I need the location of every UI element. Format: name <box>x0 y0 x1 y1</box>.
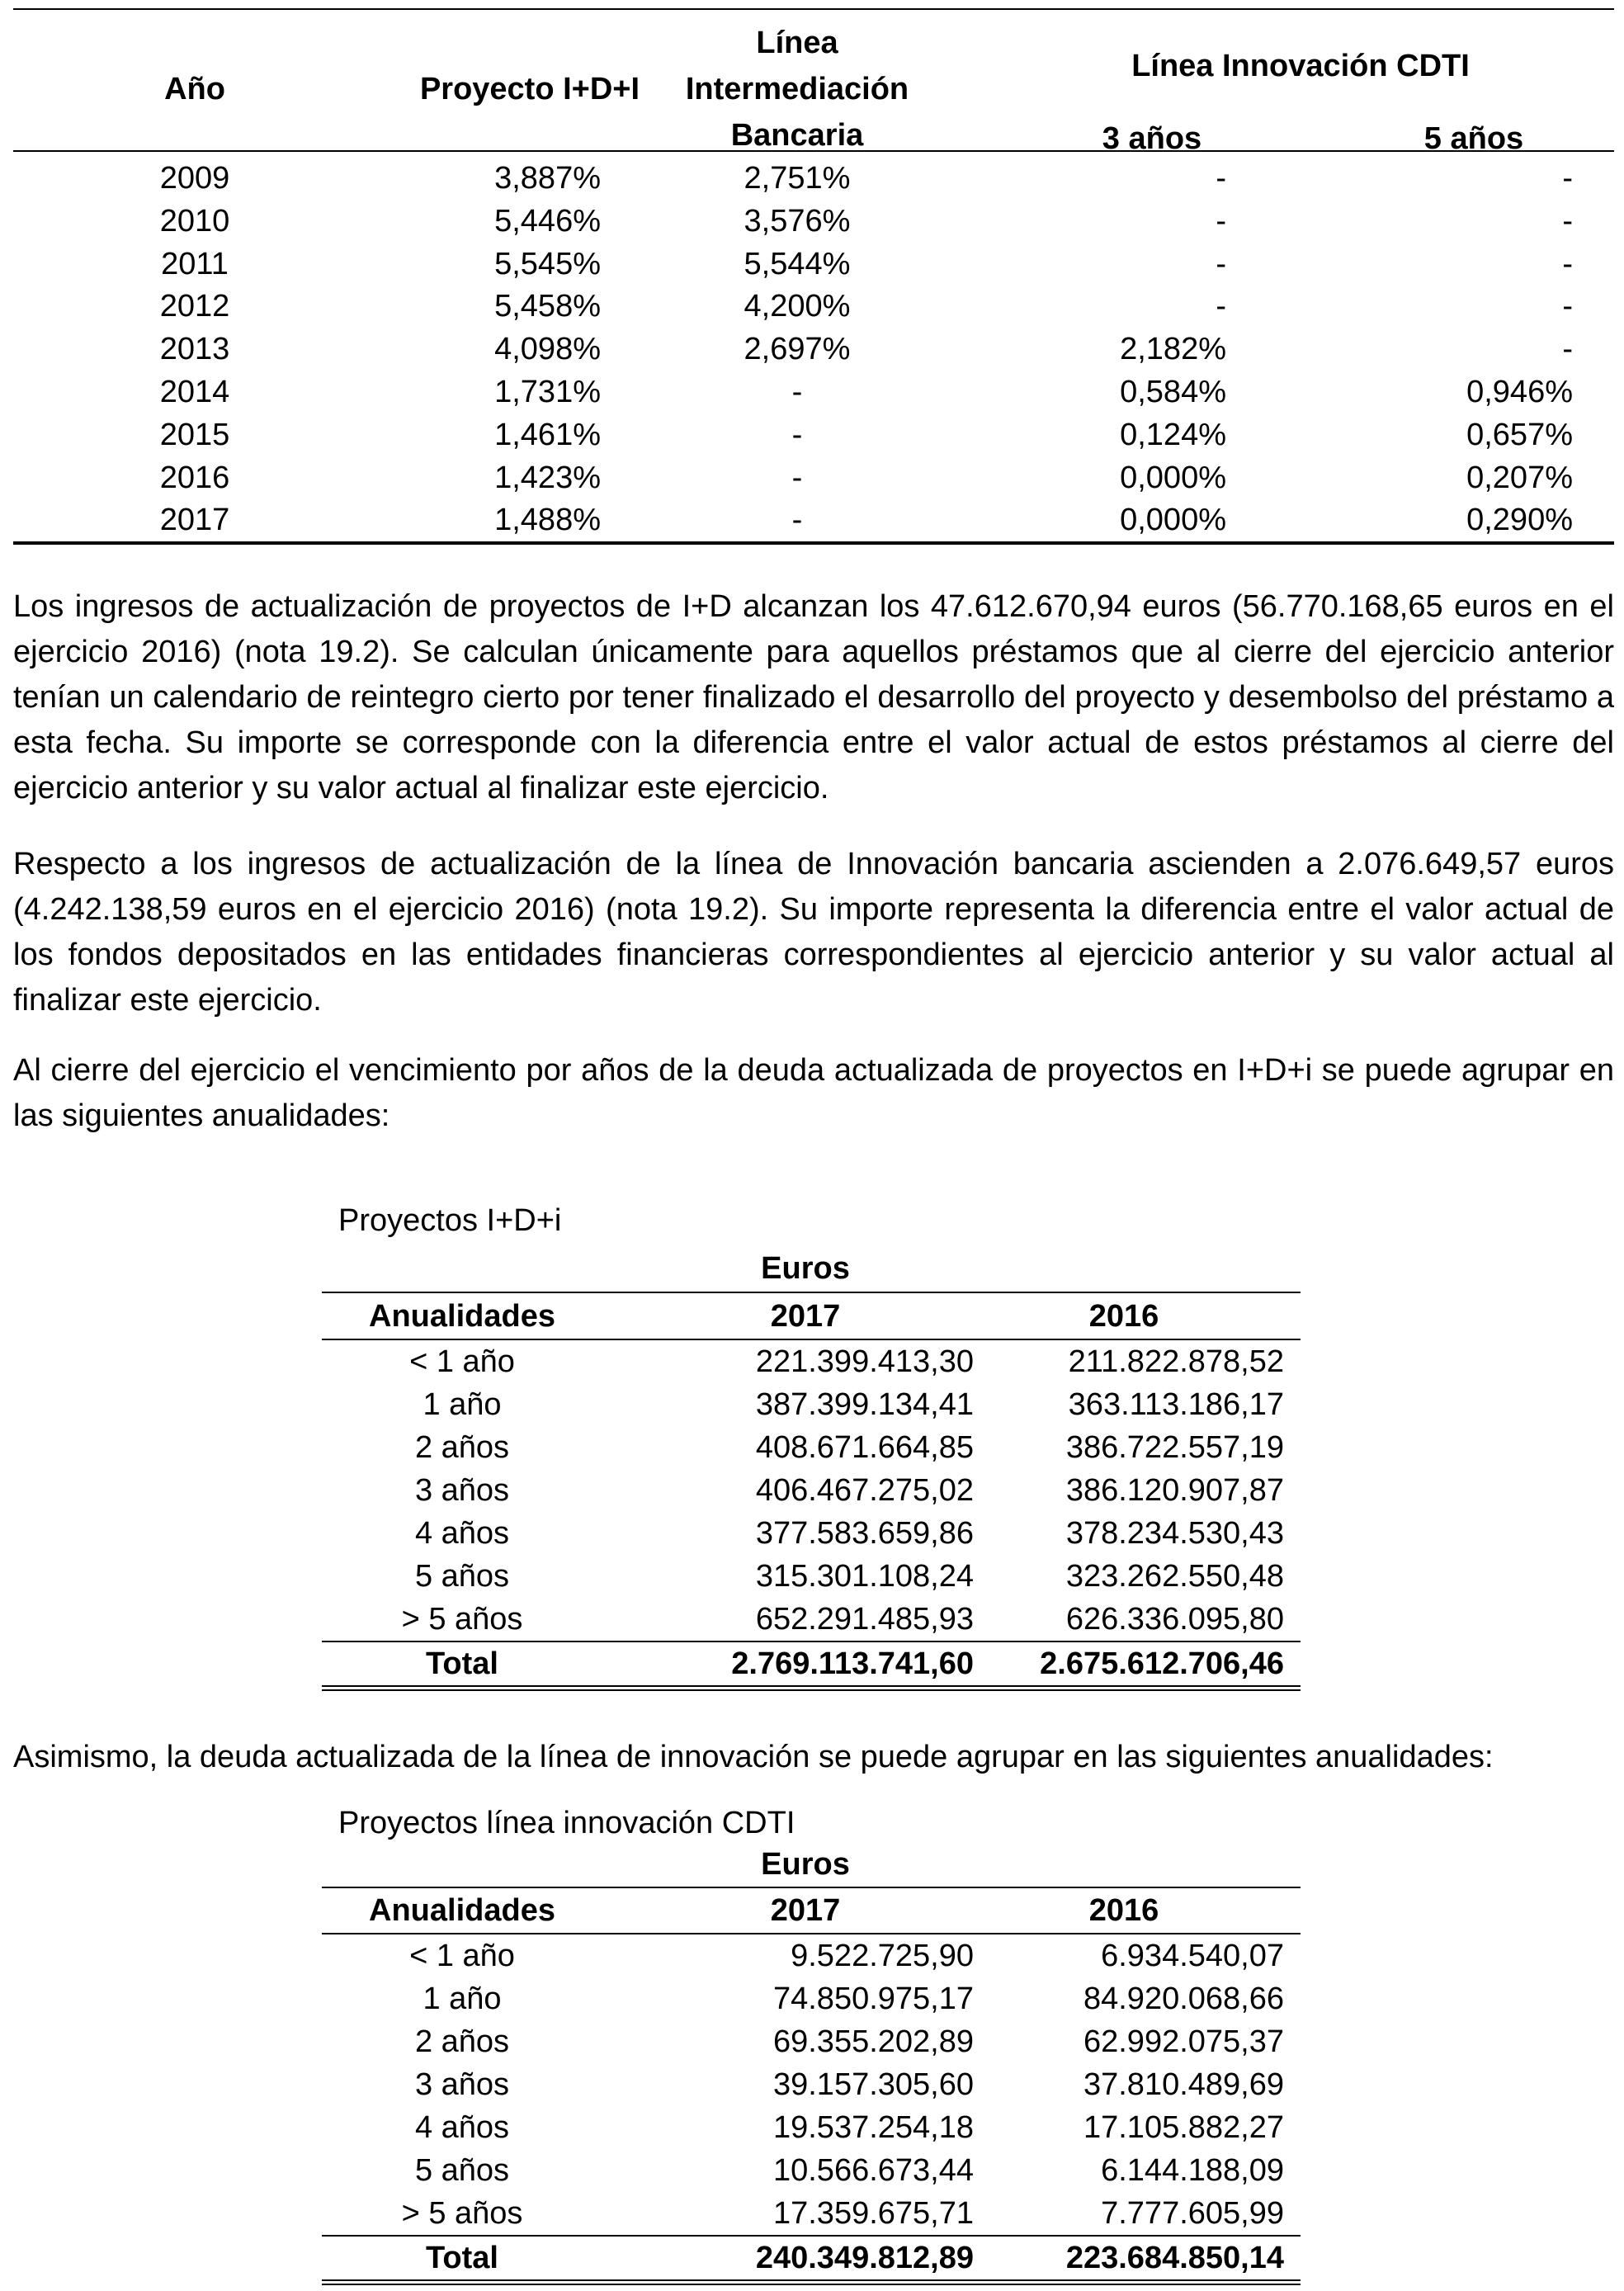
cell-2017: 652.291.485,93 <box>755 1602 974 1637</box>
cell-2017: 377.583.659,86 <box>755 1516 974 1551</box>
header-anualidades: Anualidades <box>369 1299 555 1334</box>
table-caption: Proyectos I+D+i <box>338 1203 562 1238</box>
table-row <box>13 498 1614 541</box>
cell-intermediacion: - <box>791 375 803 409</box>
total-label: Total <box>426 2241 498 2275</box>
cell-2017: 17.359.675,71 <box>772 2196 974 2231</box>
table-top-rule <box>13 8 1614 10</box>
cell-proyecto: 1,488% <box>494 503 601 538</box>
cell-innovacion-3: - <box>1216 289 1226 324</box>
header-year: Año <box>164 72 225 106</box>
cell-innovacion-3: 0,000% <box>1120 503 1226 538</box>
cell-proyecto: 5,545% <box>494 246 601 281</box>
total-double-rule <box>322 2279 1301 2285</box>
table-caption: Proyectos línea innovación CDTI <box>338 1806 795 1840</box>
column-headers <box>322 1294 1301 1339</box>
total-row <box>322 2237 1301 2279</box>
cell-proyecto: 1,731% <box>494 375 601 409</box>
cell-intermediacion: 3,576% <box>744 203 851 239</box>
cell-2017: 408.671.664,85 <box>755 1430 974 1465</box>
cell-innovacion-3: - <box>1216 203 1226 239</box>
euros-header: Euros <box>761 1251 850 1286</box>
cell-anualidad: 5 años <box>414 1559 510 1594</box>
table-row <box>13 243 1614 286</box>
cell-year: 2009 <box>159 161 230 196</box>
cell-intermediacion: - <box>791 417 803 452</box>
table-row <box>322 2149 1301 2192</box>
cell-innovacion-5: - <box>1562 161 1573 196</box>
paragraph-vencimiento: Al cierre del ejercicio el vencimiento por años de la deuda actualizada de proyectos en I+D+i se puede agrupar en las siguientes anualidades: <box>13 1053 1614 1133</box>
cell-innovacion-3: - <box>1216 161 1226 196</box>
cell-anualidad: > 5 años <box>401 2196 523 2231</box>
cell-2017: 69.355.202,89 <box>772 2024 974 2059</box>
table-row <box>322 1469 1301 1512</box>
header-5-anos: 5 años <box>1423 121 1524 156</box>
cell-2016: 386.120.907,87 <box>1065 1473 1284 1508</box>
cell-2016: 378.234.530,43 <box>1065 1516 1284 1551</box>
total-2016: 2.675.612.706,46 <box>1040 1646 1284 1681</box>
euros-header: Euros <box>761 1847 850 1882</box>
table-row <box>322 1426 1301 1469</box>
table-row <box>13 200 1614 243</box>
cell-innovacion-3: 0,584% <box>1120 375 1226 409</box>
total-double-rule <box>322 1685 1301 1691</box>
cell-anualidad: 1 año <box>423 1982 502 2016</box>
total-2017: 2.769.113.741,60 <box>731 1646 974 1681</box>
cell-innovacion-5: 0,207% <box>1466 460 1573 495</box>
cell-intermediacion: 4,200% <box>744 289 851 324</box>
cell-year: 2010 <box>159 203 230 239</box>
table-row <box>13 157 1614 200</box>
table-row <box>322 2192 1301 2235</box>
cell-innovacion-5: 0,657% <box>1466 417 1573 452</box>
cell-innovacion-3: 2,182% <box>1120 332 1226 367</box>
header-linea-innovacion: Línea Innovación CDTI <box>1131 49 1470 83</box>
cell-2017: 19.537.254,18 <box>772 2110 974 2145</box>
cell-2016: 6.144.188,09 <box>1101 2153 1284 2188</box>
table-row <box>13 328 1614 371</box>
cell-2017: 39.157.305,60 <box>772 2067 974 2102</box>
paragraph-ingresos-id: Los ingresos de actualización de proyectos de I+D alcanzan los 47.612.670,94 euros (56.770.168,65 euros en el ejercicio 2016) (nota 19.2). Se calculan únicamente para aquellos préstamos que al cierre del ejercicio anterior tenían un calendario de reintegro cierto por tener finalizado el desarrollo del proyecto y desembolso del préstamo a esta fecha. Su importe se corresponde con la diferencia entre el valor actual de estos préstamos al cierre del ejercicio anterior y su valor actual al finalizar este ejercicio. <box>13 589 1614 805</box>
table-row <box>13 371 1614 413</box>
cell-2016: 84.920.068,66 <box>1083 1982 1284 2016</box>
cell-year: 2012 <box>159 289 230 324</box>
cell-2017: 406.467.275,02 <box>755 1473 974 1508</box>
column-headers <box>322 1888 1301 1933</box>
cell-anualidad: < 1 año <box>409 1344 515 1379</box>
cell-innovacion-3: - <box>1216 246 1226 281</box>
cell-anualidad: 3 años <box>414 1473 510 1508</box>
cell-intermediacion: - <box>791 460 803 495</box>
cell-2017: 10.566.673,44 <box>772 2153 974 2188</box>
table-row <box>13 413 1614 456</box>
paragraph-ingresos-bancaria: Respecto a los ingresos de actualización de la línea de Innovación bancaria ascienden a 2.076.649,57 euros (4.242.138,59 euros en el ejercicio 2016) (nota 19.2). Su importe representa la diferencia entre el valor actual de los fondos depositados en las entidades financieras correspondientes al ejercicio anterior y su valor actual al finalizar este ejercicio. <box>13 847 1614 1018</box>
table-row <box>322 1340 1301 1383</box>
table-row <box>322 1977 1301 2020</box>
cell-innovacion-5: - <box>1562 289 1573 324</box>
cell-proyecto: 5,446% <box>494 203 601 239</box>
cell-2016: 211.822.878,52 <box>1068 1344 1284 1379</box>
table-row <box>322 2063 1301 2106</box>
cell-2016: 363.113.186,17 <box>1068 1387 1284 1422</box>
cell-2017: 221.399.413,30 <box>755 1344 974 1379</box>
cell-year: 2011 <box>161 246 229 281</box>
cell-proyecto: 1,461% <box>494 417 601 452</box>
cell-proyecto: 5,458% <box>494 289 601 324</box>
cell-anualidad: 2 años <box>414 1430 510 1465</box>
total-2017: 240.349.812,89 <box>755 2241 974 2275</box>
cell-year: 2013 <box>159 332 230 367</box>
cell-intermediacion: - <box>791 503 803 538</box>
cell-2016: 626.336.095,80 <box>1065 1602 1284 1637</box>
header-2017: 2017 <box>770 1299 841 1334</box>
total-label: Total <box>426 1646 498 1681</box>
table-row <box>322 1598 1301 1641</box>
table-row <box>322 2106 1301 2149</box>
cell-intermediacion: 2,751% <box>744 161 851 196</box>
cell-2016: 37.810.489,69 <box>1083 2067 1284 2102</box>
cell-2016: 6.934.540,07 <box>1101 1939 1284 1973</box>
table-row <box>13 456 1614 499</box>
header-linea-3: Bancaria <box>730 118 864 153</box>
table-row <box>322 1383 1301 1426</box>
cell-innovacion-5: - <box>1562 203 1573 239</box>
cell-proyecto: 3,887% <box>494 161 601 196</box>
cell-2016: 386.722.557,19 <box>1065 1430 1284 1465</box>
cell-innovacion-3: 0,124% <box>1120 417 1226 452</box>
cell-anualidad: 4 años <box>414 1516 510 1551</box>
cell-innovacion-3: 0,000% <box>1120 460 1226 495</box>
header-linea-2: Intermediación <box>685 72 909 106</box>
total-row <box>322 1642 1301 1685</box>
cell-2017: 74.850.975,17 <box>772 1982 974 2016</box>
header-3-anos: 3 años <box>1102 121 1202 156</box>
cell-intermediacion: 2,697% <box>744 332 851 367</box>
table-bottom-rule <box>13 541 1614 545</box>
cell-innovacion-5: 0,946% <box>1466 375 1573 409</box>
total-2016: 223.684.850,14 <box>1065 2241 1284 2275</box>
cell-proyecto: 4,098% <box>494 332 601 367</box>
header-2016: 2016 <box>1088 1299 1159 1334</box>
cell-2017: 9.522.725,90 <box>791 1939 974 1973</box>
header-anualidades: Anualidades <box>369 1893 555 1928</box>
paragraph-asimismo: Asimismo, la deuda actualizada de la línea de innovación se puede agrupar en las siguientes anualidades: <box>13 1740 1494 1774</box>
table-row <box>13 285 1614 328</box>
header-top-rule <box>322 1292 1301 1293</box>
cell-year: 2014 <box>159 375 230 409</box>
cell-intermediacion: 5,544% <box>744 246 851 281</box>
header-2016: 2016 <box>1088 1893 1159 1928</box>
cell-anualidad: 3 años <box>414 2067 510 2102</box>
header-2017: 2017 <box>770 1893 841 1928</box>
cell-2017: 315.301.108,24 <box>755 1559 974 1594</box>
cell-innovacion-5: - <box>1562 246 1573 281</box>
cell-innovacion-5: - <box>1562 332 1573 367</box>
cell-anualidad: 2 años <box>414 2024 510 2059</box>
cell-anualidad: > 5 años <box>401 1602 523 1637</box>
table-row <box>322 1555 1301 1598</box>
header-rule <box>13 150 1614 152</box>
cell-anualidad: 4 años <box>414 2110 510 2145</box>
cell-anualidad: < 1 año <box>409 1939 515 1973</box>
header-proyecto: Proyecto I+D+I <box>419 72 640 106</box>
cell-year: 2017 <box>159 503 230 538</box>
cell-anualidad: 5 años <box>414 2153 510 2188</box>
cell-2016: 17.105.882,27 <box>1083 2110 1284 2145</box>
cell-2016: 323.262.550,48 <box>1065 1559 1284 1594</box>
cell-year: 2016 <box>159 460 230 495</box>
cell-anualidad: 1 año <box>423 1387 502 1422</box>
header-linea-1: Línea <box>756 26 838 60</box>
table-row <box>322 1934 1301 1977</box>
cell-2017: 387.399.134,41 <box>755 1387 974 1422</box>
cell-innovacion-5: 0,290% <box>1466 503 1573 538</box>
cell-proyecto: 1,423% <box>494 460 601 495</box>
cell-2016: 7.777.605,99 <box>1101 2196 1284 2231</box>
cell-year: 2015 <box>159 417 230 452</box>
cell-2016: 62.992.075,37 <box>1083 2024 1284 2059</box>
table-row <box>322 1512 1301 1555</box>
table-row <box>322 2020 1301 2063</box>
